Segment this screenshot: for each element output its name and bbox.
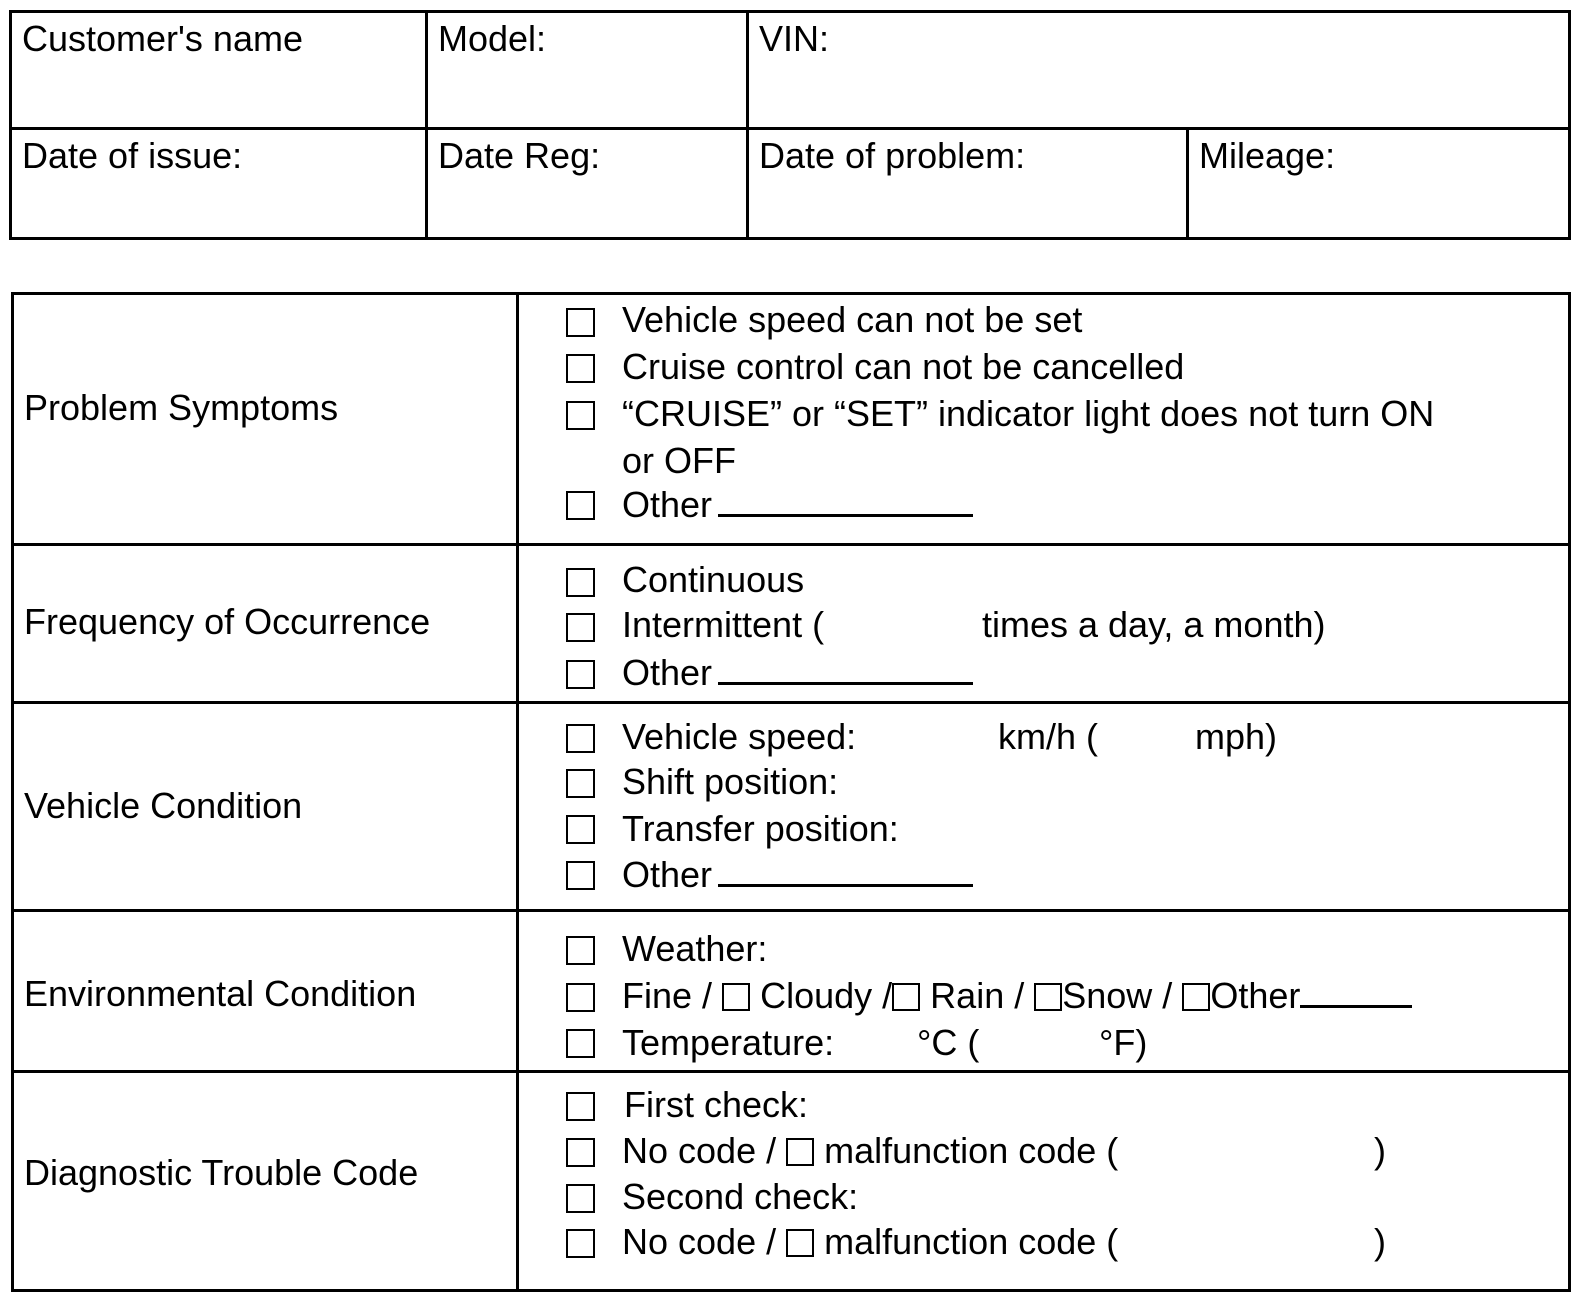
close-paren: ) bbox=[1374, 1221, 1386, 1262]
problem-symptoms-label: Problem Symptoms bbox=[24, 387, 339, 428]
close-paren: ) bbox=[1374, 1130, 1386, 1171]
checkbox[interactable] bbox=[566, 308, 595, 337]
option-speed-not-set: Vehicle speed can not be set bbox=[622, 299, 1083, 340]
checkbox[interactable] bbox=[566, 354, 595, 383]
option-vehicle-speed: Vehicle speed: bbox=[622, 716, 857, 757]
option-second-check: Second check: bbox=[622, 1176, 859, 1217]
option-kmh: km/h ( bbox=[998, 716, 1099, 757]
checkbox[interactable] bbox=[892, 983, 920, 1011]
option-cannot-cancel: Cruise control can not be cancelled bbox=[622, 346, 1185, 387]
checkbox[interactable] bbox=[566, 1029, 595, 1058]
option-fahrenheit: °F) bbox=[1099, 1022, 1148, 1063]
checkbox[interactable] bbox=[786, 1138, 814, 1166]
checkbox[interactable] bbox=[566, 401, 595, 430]
checkbox[interactable] bbox=[722, 983, 750, 1011]
option-celsius: °C ( bbox=[917, 1022, 980, 1063]
col-divider bbox=[746, 13, 749, 237]
blank-line[interactable] bbox=[1300, 975, 1412, 1008]
option-first-check: First check: bbox=[624, 1084, 809, 1125]
col-divider bbox=[516, 295, 519, 1289]
option-continuous: Continuous bbox=[622, 559, 805, 600]
row-divider bbox=[14, 701, 1568, 704]
option-temperature: Temperature: bbox=[622, 1022, 835, 1063]
checkbox[interactable] bbox=[1034, 983, 1062, 1011]
model-field[interactable]: Model: bbox=[438, 18, 547, 59]
option-indicator-light: “CRUISE” or “SET” indicator light does not turn ON bbox=[622, 393, 1435, 434]
row-divider bbox=[14, 1070, 1568, 1073]
option-no-code: No code / malfunction code ( bbox=[622, 1130, 1119, 1171]
blank-line[interactable] bbox=[718, 854, 973, 887]
option-transfer-position: Transfer position: bbox=[622, 808, 899, 849]
checkbox[interactable] bbox=[566, 613, 595, 642]
checkbox[interactable] bbox=[566, 568, 595, 597]
option-other: Other bbox=[622, 853, 973, 897]
option-indicator-light-cont: or OFF bbox=[622, 440, 736, 481]
option-intermittent-suffix: times a day, a month) bbox=[982, 604, 1326, 645]
checkbox[interactable] bbox=[566, 491, 595, 520]
date-reg-field[interactable]: Date Reg: bbox=[438, 135, 601, 176]
checkbox[interactable] bbox=[566, 724, 595, 753]
checkbox[interactable] bbox=[1182, 983, 1210, 1011]
checkbox[interactable] bbox=[566, 861, 595, 890]
checkbox[interactable] bbox=[566, 1184, 595, 1213]
option-shift-position: Shift position: bbox=[622, 761, 839, 802]
weather-options: Fine / Cloudy / Rain / Snow / Other bbox=[622, 974, 1412, 1018]
date-of-issue-field[interactable]: Date of issue: bbox=[22, 135, 243, 176]
blank-line[interactable] bbox=[718, 652, 973, 685]
option-no-code: No code / malfunction code ( bbox=[622, 1221, 1119, 1262]
vehicle-info-table bbox=[9, 10, 1571, 240]
row-divider bbox=[14, 543, 1568, 546]
checkbox[interactable] bbox=[566, 983, 595, 1012]
checkbox[interactable] bbox=[566, 936, 595, 965]
option-mph: mph) bbox=[1195, 716, 1278, 757]
option-intermittent: Intermittent ( bbox=[622, 604, 825, 645]
checkbox[interactable] bbox=[566, 660, 595, 689]
date-of-problem-field[interactable]: Date of problem: bbox=[759, 135, 1026, 176]
col-divider bbox=[425, 13, 428, 237]
option-other: Other bbox=[622, 651, 973, 695]
checkbox[interactable] bbox=[566, 769, 595, 798]
checkbox[interactable] bbox=[566, 1138, 595, 1167]
checkbox[interactable] bbox=[566, 1092, 595, 1121]
environmental-condition-label: Environmental Condition bbox=[24, 973, 417, 1014]
option-weather: Weather: bbox=[622, 928, 768, 969]
col-divider bbox=[1186, 130, 1189, 237]
option-other: Other bbox=[622, 483, 973, 527]
vehicle-condition-label: Vehicle Condition bbox=[24, 785, 303, 826]
customer-name-field[interactable]: Customer's name bbox=[22, 18, 303, 59]
symptom-table bbox=[11, 292, 1571, 1292]
mileage-field[interactable]: Mileage: bbox=[1199, 135, 1336, 176]
dtc-label: Diagnostic Trouble Code bbox=[24, 1152, 419, 1193]
checkbox[interactable] bbox=[566, 815, 595, 844]
frequency-label: Frequency of Occurrence bbox=[24, 601, 431, 642]
row-divider bbox=[12, 127, 1568, 130]
vin-field[interactable]: VIN: bbox=[759, 18, 830, 59]
row-divider bbox=[14, 909, 1568, 912]
checkbox[interactable] bbox=[786, 1229, 814, 1257]
blank-line[interactable] bbox=[718, 484, 973, 517]
checkbox[interactable] bbox=[566, 1229, 595, 1258]
